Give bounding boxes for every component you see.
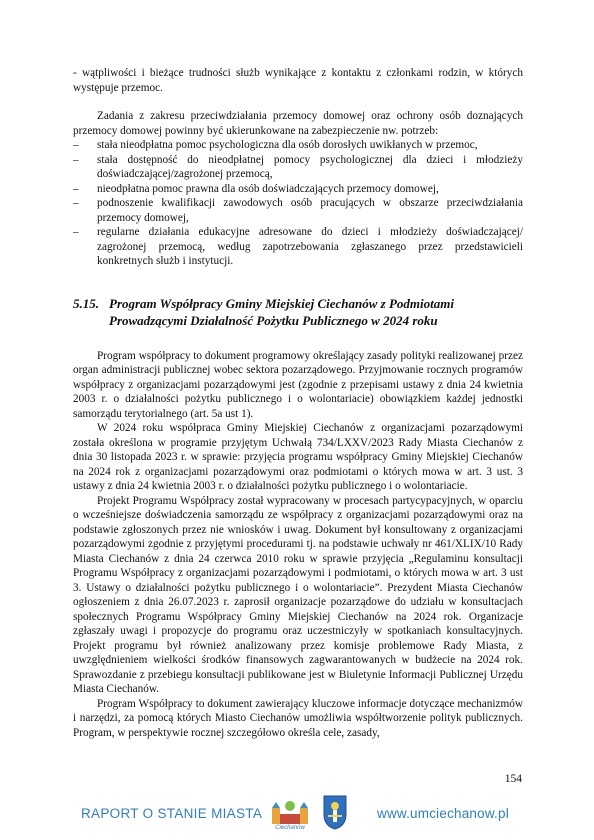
list-item: – podnoszenie kwalifikacji zawodowych osób pracujących w obszarze przeciwdziałania przemocy domowej, [73, 197, 523, 224]
intro-line: - wątpliwości i bieżące trudności służb wynikające z kontaktu z członkami rodzin, w których występuje przemoc. [73, 67, 523, 94]
body-paragraph: Program Współpracy to dokument zawierający kluczowe informacje dotyczące mechanizmów i narzędzi, za pomocą których Miasto Ciechanów umożliwia współtworzenie polityk publicznych. Program, w perspektywie rocznej szczegółowo określa cele, zasady, [73, 697, 523, 739]
section-number: 5.15. [73, 295, 99, 311]
city-logo-icon [268, 794, 312, 830]
footer-website: www.umciechanow.pl [377, 806, 509, 821]
section-title: Program Współpracy Gminy Miejskiej Ciechanów z Podmiotami Prowadzącymi Działalność Pożytku Publicznego w 2024 roku [109, 295, 454, 328]
body-paragraph: Projekt Programu Współpracy został wypracowany w procesach partycypacyjnych, w oparciu o wcześniejsze doświadczenia samorządu ze współpracy z organizacjami pozarządowymi oraz na podstawie zgłoszonych przez nie wniosków i uwag. Dokument był konsultowany z organizacjami pozarządowymi zgodnie z przyjętymi procedurami tj. na podstawie uchwały nr 461/XLIX/10 Rady Miasta Ciechanów z dnia 24 czerwca 2010 roku w sprawie przyjęcia „Regulaminu konsultacji Programu Współpracy z organizacjami pozarządowymi i podmiotami, o których mowa w art. 3 ust 3. Ustawy o działalności pożytku publicznego i o wolontariacie”. Prezydent Miasta Ciechanów ogłoszeniem z dnia 26.07.2023 r. zaprosił organizacje pozarządowe do udziału w konsultacjach społecznych Programu Współpracy Gminy Miejskiej Ciechanów na 2024 rok. Organizacje zgłaszały uwagi i propozycje do programu oraz uczestniczyły w spotkaniach konsultacyjnych. Projekt programu był również analizowany przez komisje problemowe Rady Miasta, z uwzględnieniem wielkości środków finansowych zagwarantowanych w budżecie na 2024 rok. Sprawozdanie z przebiegu konsultacji publikowane jest w Biuletynie Informacji Publicznej Urzędu Miasta Ciechanów. [73, 494, 523, 695]
list-item: – regularne działania edukacyjne adresowane do dzieci i młodzieży doświadczającej/ zagrożonej przemocą, według zapotrzebowania zgłaszanego przez przedstawicieli konkretnych służb i instytucji. [73, 226, 523, 267]
section-heading [73, 295, 523, 329]
list-item: – stała nieodpłatna pomoc psychologiczna dla osób dorosłych uwikłanych w przemoc, [73, 139, 478, 151]
coat-of-arms-icon [322, 794, 348, 830]
page-content [73, 66, 523, 740]
tasks-paragraph: Zadania z zakresu przeciwdziałania przemocy domowej oraz ochrony osób doznających przemocy domowej powinny być ukierunkowane na zabezpieczenie nw. potrzeb: [73, 110, 523, 137]
footer [0, 794, 594, 834]
body-paragraph: W 2024 roku współpraca Gminy Miejskiej Ciechanów z organizacjami pozarządowymi została określona w programie przyjętym Uchwałą 734/LXXV/2023 Rady Miasta Ciechanów z dnia 30 listopada 2023 r. w sprawie: przyjęcia programu współpracy Gminy Miejskiej Ciechanów na 2024 rok z organizacjami pozarządowymi oraz podmiotami o których mowa w art. 3 ust. 3 ustawy z dnia 24 kwietnia 2003 r. o działalności pożytku publicznego i o wolontariacie. [73, 422, 523, 492]
needs-list [73, 138, 523, 269]
svg-text:Ciechanów: Ciechanów [275, 825, 305, 830]
list-item: – stała dostępność do nieodpłatnej pomocy psychologicznej dla dzieci i młodzieży doświadczającej/zagrożonej przemocą, [73, 153, 523, 180]
body-paragraph: Program współpracy to dokument programowy określający zasady polityki realizowanej przez organ administracji publicznej wobec sektora pozarządowego. Przyjmowanie rocznych programów współpracy z organizacjami pozarządowymi jest (zgodnie z przepisami ustawy z dnia 24 kwietnia 2003 r. o działalności pożytku publicznego i o wolontariacie) obowiązkiem każdej jednostki samorządu terytorialnego (art. 5a ust 1). [73, 349, 523, 420]
list-item: – nieodpłatna pomoc prawna dla osób doświadczających przemocy domowej, [73, 182, 439, 195]
footer-report-title: RAPORT O STANIE MIASTA [81, 806, 263, 821]
page-number: 154 [504, 773, 522, 785]
